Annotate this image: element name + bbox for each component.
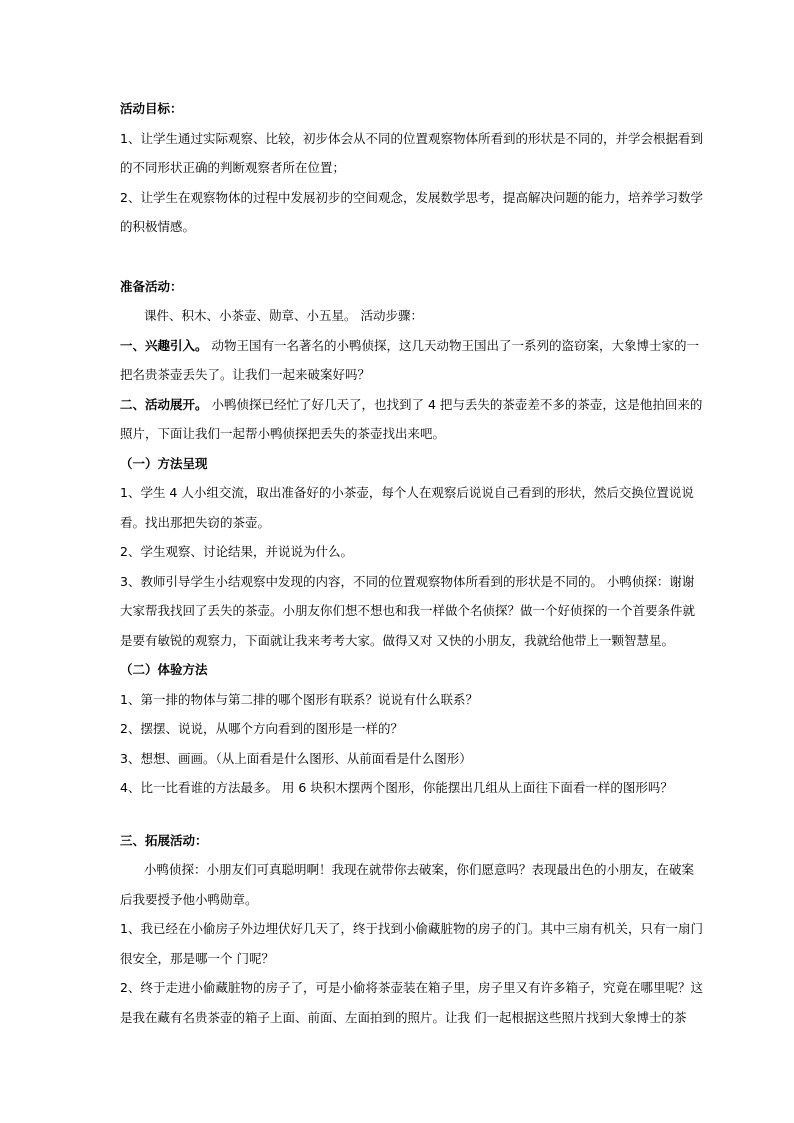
spacer: [120, 242, 676, 272]
paragraph-line: 1、学生 4 人小组交流，取出准备好的小茶壶，每个人在观察后说说自己看到的形状，然后交换位置说说: [120, 485, 694, 500]
paragraph-line: 是我在藏有名贵茶壶的箱子上面、前面、左面拍到的照片。让我 们一起根据这些照片找到大象博士的茶: [120, 1009, 687, 1025]
paragraph-line: 后我要授予他小鸭勋章。: [120, 891, 258, 907]
section-heading-preparation: 准备活动：: [120, 278, 183, 294]
step1-text: 动物王国有一名著名的小鸭侦探，这几天动物王国出了一系列的盗窃案，大象博士家的一: [207, 337, 699, 353]
step2-line: [120, 390, 703, 420]
paragraph-line: 的不同形状正确的判断观察者所在位置；: [120, 160, 346, 175]
paragraph-line: 2、终于走进小偷藏脏物的房子了，可是小偷将茶壶装在箱子里，房子里又有许多箱子，究竟在哪里呢？这: [120, 980, 703, 995]
paragraph-line: 是要有敏锐的观察力，下面就让我来考考大家。做得又对 又快的小朋友，我就给他带上一颗智慧星。: [120, 632, 674, 648]
paragraph-line: 小鸭侦探：小朋友们可真聪明啊！我现在就带你去破案，你们愿意吗？表现最出色的小朋友，在破案: [144, 862, 695, 877]
step2-label: 二、活动展开。: [120, 396, 208, 412]
section-heading-extension: 三、拓展活动：: [120, 832, 208, 848]
paragraph-line: 1、让学生通过实际观察、比较，初步体会从不同的位置观察物体所看到的形状是不同的，并学会根据看到: [120, 130, 703, 146]
subsection-heading-method: （一）方法呈现: [120, 455, 208, 471]
step1-line: [120, 331, 699, 361]
step2-text: 小鸭侦探已经忙了好几天了，也找到了 4 把与丢失的茶壶差不多的茶壶，这是他拍回来的: [207, 396, 703, 412]
section-heading-goals: 活动目标：: [120, 101, 183, 116]
paragraph-line: 把名贵茶壶丢失了。让我们一起来破案好吗？: [120, 367, 371, 382]
paragraph-line: 照片，下面让我们一起帮小鸭侦探把丢失的茶壶找出来吧。: [120, 426, 446, 441]
paragraph-line: 的积极情感。: [120, 219, 196, 234]
paragraph-line: 1、我已经在小偷房子外边埋伏好几天了，终于找到小偷藏脏物的房子的门。其中三扇有机关，只有一扇门: [120, 921, 703, 936]
paragraph-line: 1、第一排的物体与第二排的哪个图形有联系？说说有什么联系？: [120, 691, 478, 707]
paragraph-line: 3、教师引导学生小结观察中发现的内容，不同的位置观察物体所看到的形状是不同的。 小鸭侦探：谢谢: [120, 573, 695, 589]
paragraph-line: 看。找出那把失窃的茶壶。: [120, 514, 271, 530]
materials-line: 课件、积木、小茶壶、勋章、小五星。 活动步骤：: [144, 308, 423, 323]
paragraph-line: 2、学生观察、讨论结果，并说说为什么。: [120, 544, 353, 559]
paragraph-line: 4、比一比看谁的方法最多。 用 6 块积木摆两个图形，你能摆出几组从上面往下面看一样的图形吗？: [120, 780, 673, 795]
step1-label: 一、兴趣引入。: [120, 337, 208, 353]
subsection-heading-experience: （二）体验方法: [120, 662, 208, 677]
spacer: [120, 803, 676, 826]
paragraph-line: 3、想想、画画。（从上面看是什么图形、从前面看是什么图形）: [120, 750, 472, 766]
document-body: [120, 94, 703, 1032]
paragraph-line: 2、让学生在观察物体的过程中发展初步的空间观念，发展数学思考，提高解决问题的能力，培养学习数学: [120, 189, 703, 205]
paragraph-line: 很安全，那是哪一个 门呢？: [120, 950, 274, 966]
paragraph-line: 2、摆摆、说说，从哪个方向看到的图形是一样的？: [120, 721, 403, 736]
paragraph-line: 大家帮我找回了丢失的茶壶。小朋友你们想不想也和我一样做个名侦探？做一个好侦探的一个首要条件就: [120, 603, 696, 618]
